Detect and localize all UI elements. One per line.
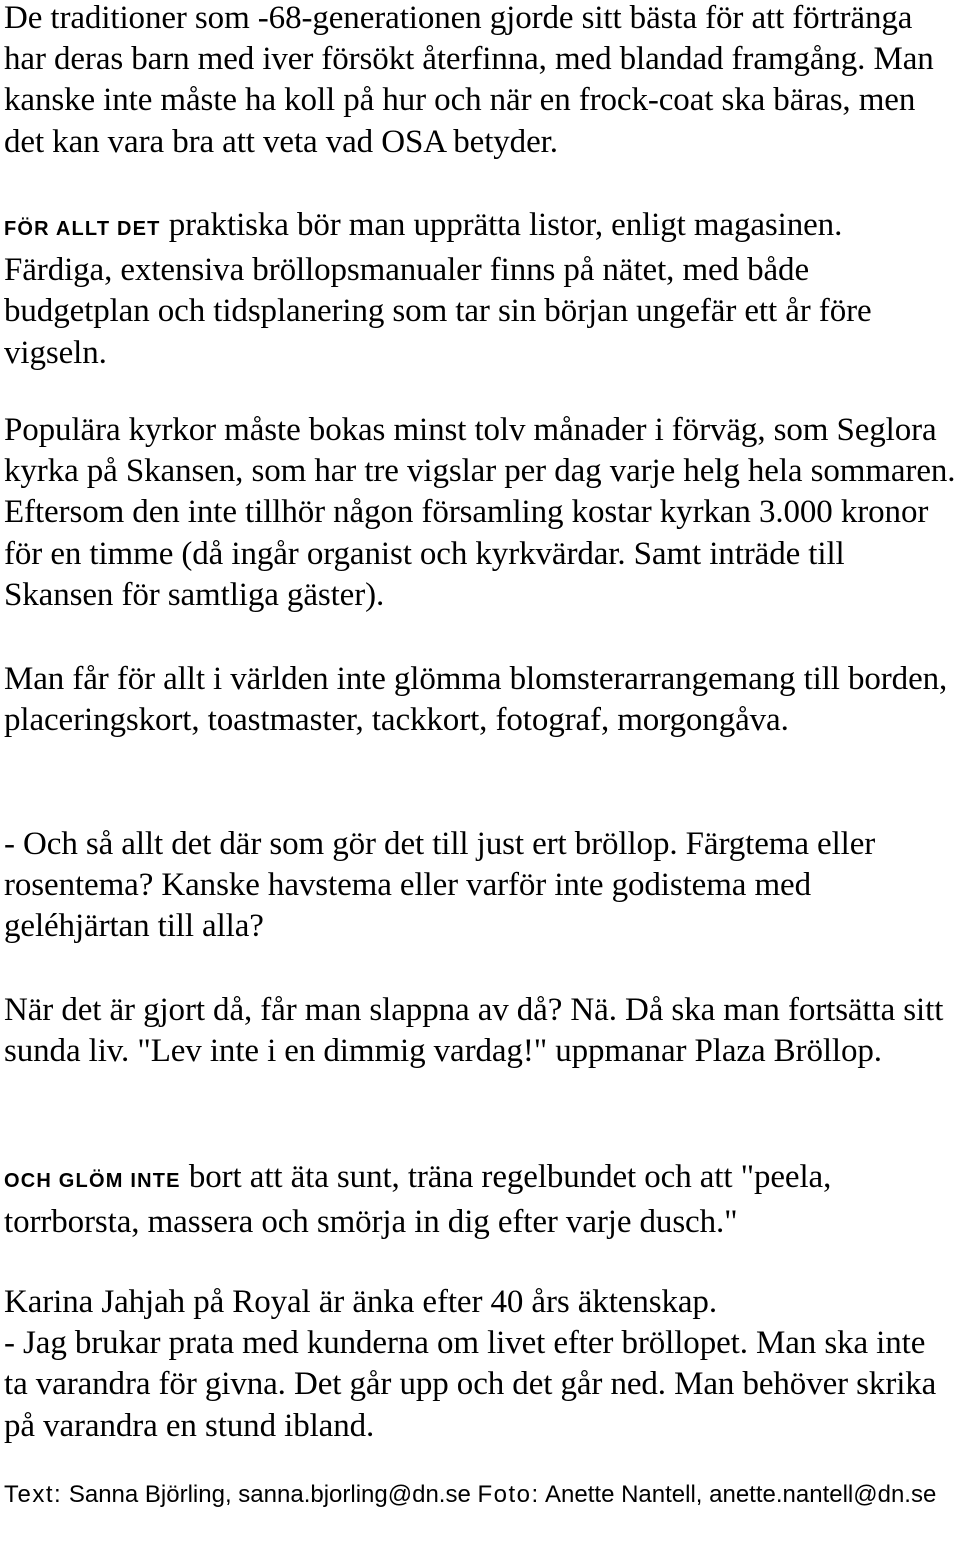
- credit-photo-value: Anette Nantell, anette.nantell@dn.se: [539, 1481, 937, 1508]
- paragraph-theme: - Och så allt det där som gör det till just ert bröllop. Färgtema eller rosentema? Kanske havstema eller varför inte godistema med geléhjärtan till alla?: [4, 826, 876, 945]
- paragraph-text: bort att äta sunt, träna regelbundet och att "peela, torrborsta, massera och smörja in dig efter varje dusch.": [4, 1159, 832, 1241]
- credit-photo-label: Foto:: [477, 1481, 540, 1508]
- paragraph-churches: Populära kyrkor måste bokas minst tolv månader i förväg, som Seglora kyrka på Skansen, som har tre vigslar per dag varje helg hela sommaren. Eftersom den inte tillhör någon församling kostar kyrkan 3.000 kronor för en timme (då ingår organist och kyrkvärdar. Samt inträde till Skansen för samtliga gäster).: [4, 412, 956, 613]
- paragraph-relax: När det är gjort då, får man slappna av då? Nä. Då ska man fortsätta sitt sunda liv. "Lev inte i en dimmig vardag!" uppmanar Plaza Bröllop.: [4, 992, 944, 1070]
- paragraph-lead-in: OCH GLÖM INTE: [4, 1170, 181, 1192]
- byline-credit: [4, 1479, 936, 1510]
- paragraph-health: [4, 1157, 956, 1243]
- paragraph-intro: De traditioner som -68-generationen gjorde sitt bästa för att förtränga har deras barn med iver försökt återfinna, med blandad framgång. Man kanske inte måste ha koll på hur och när en frock-coat ska bäras, men det kan vara bra att veta vad OSA betyder.: [4, 0, 934, 160]
- paragraph-text: praktiska bör man upprätta listor, enligt magasinen. Färdiga, extensiva bröllopsmanualer finns på nätet, med både budgetplan och tidsplanering som tar sin början ungefär ett år före vigseln.: [4, 207, 872, 371]
- paragraph-flowers: Man får för allt i världen inte glömma blomsterarrangemang till borden, placeringskort, toastmaster, tackkort, fotograf, morgongåva.: [4, 661, 948, 739]
- quote-text: - Jag brukar prata med kunderna om livet efter bröllopet. Man ska inte ta varandra för givna. Det går upp och det går ned. Man behöver skrika på varandra en stund ibland.: [4, 1325, 937, 1444]
- quote-intro-line: Karina Jahjah på Royal är änka efter 40 års äktenskap.: [4, 1284, 717, 1320]
- paragraph-lead-in: FÖR ALLT DET: [4, 218, 161, 240]
- credit-text-label: Text:: [4, 1481, 63, 1508]
- credit-text-value: Sanna Björling, sanna.bjorling@dn.se: [62, 1481, 478, 1508]
- paragraph-quote: [4, 1282, 956, 1447]
- paragraph-lists: [4, 205, 956, 374]
